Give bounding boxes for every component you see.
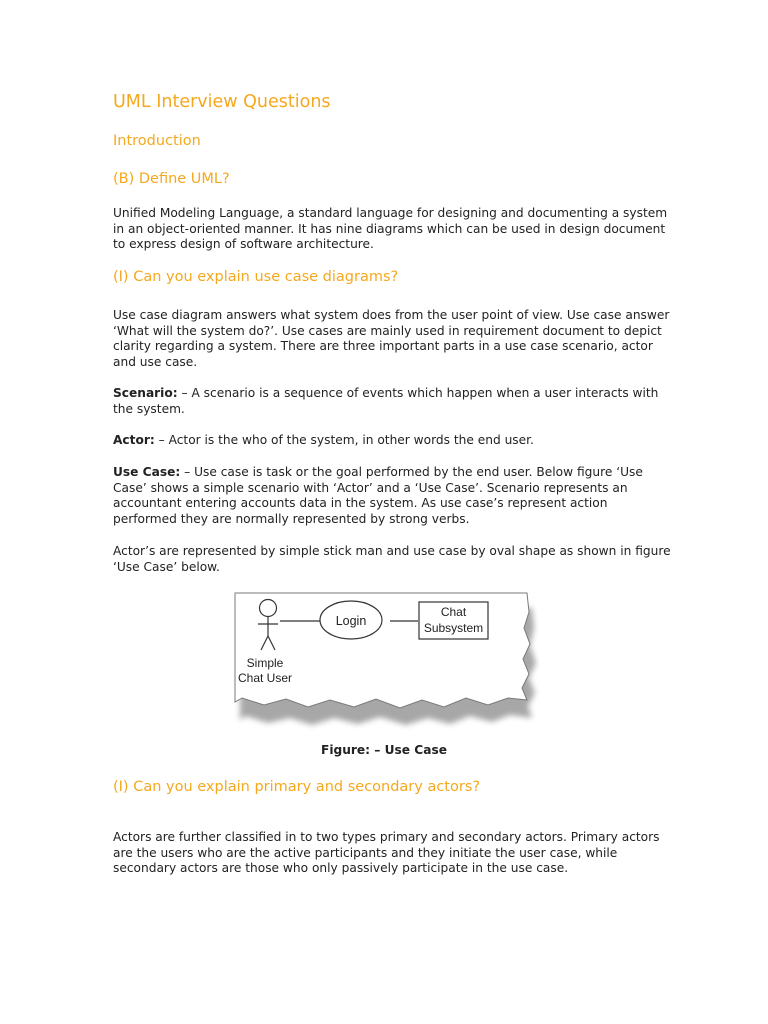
figure-caption: Figure: – Use Case bbox=[321, 743, 447, 757]
actor-label-line2: Chat User bbox=[237, 671, 293, 685]
paragraph-define-uml: Unified Modeling Language, a standard language for designing and documenting a system in an object-oriented manner. It has nine diagrams which can be used in design document to express design of software architecture. bbox=[113, 206, 668, 251]
actor-label: Actor: bbox=[113, 433, 155, 447]
actor-label-line1: Simple bbox=[246, 656, 284, 670]
use-case-figure bbox=[230, 588, 540, 742]
question-heading-use-case-diagrams: (I) Can you explain use case diagrams? bbox=[113, 269, 399, 285]
section-heading-introduction: Introduction bbox=[113, 133, 201, 149]
use-case-label: Login bbox=[335, 614, 367, 628]
question-heading-primary-secondary-actors: (I) Can you explain primary and secondary actors? bbox=[113, 779, 481, 795]
use-case-text: – Use case is task or the goal performed by the end user. Below figure ‘Use Case’ shows a simple scenario with ‘Actor’ and a ‘Use Case’. Scenario represents an accountant entering accounts data in the system. As use case’s represent action performed they are normally represented by strong verbs. bbox=[113, 465, 643, 526]
paragraph-actor bbox=[113, 433, 673, 449]
question-heading-define-uml: (B) Define UML? bbox=[113, 171, 230, 187]
use-case-label: Use Case: bbox=[113, 465, 181, 479]
actor-text: – Actor is the who of the system, in other words the end user. bbox=[154, 433, 534, 447]
paragraph-primary-secondary-actors: Actors are further classified in to two types primary and secondary actors. Primary actors are the users who are the active participants and they initiate the user case, while secondary actors are those who only passively participate in the use case. bbox=[113, 830, 660, 875]
paragraph-use-case-diagram: Use case diagram answers what system does from the user point of view. Use case answer ‘What will the system do?’. Use cases are mainly used in requirement document to depict clarity regarding a system. There are three important parts in a use case scenario, actor and use case. bbox=[113, 308, 670, 369]
scenario-label: Scenario: bbox=[113, 386, 178, 400]
paragraph-scenario bbox=[113, 386, 673, 417]
paragraph-representation: Actor’s are represented by simple stick man and use case by oval shape as shown in figure ‘Use Case’ below. bbox=[113, 544, 671, 574]
scenario-text: – A scenario is a sequence of events which happen when a user interacts with the system. bbox=[113, 386, 659, 416]
system-label-line2: Subsystem bbox=[423, 621, 484, 635]
paragraph-use-case bbox=[113, 465, 673, 527]
system-label-line1: Chat bbox=[440, 605, 467, 619]
page-title: UML Interview Questions bbox=[113, 92, 331, 112]
